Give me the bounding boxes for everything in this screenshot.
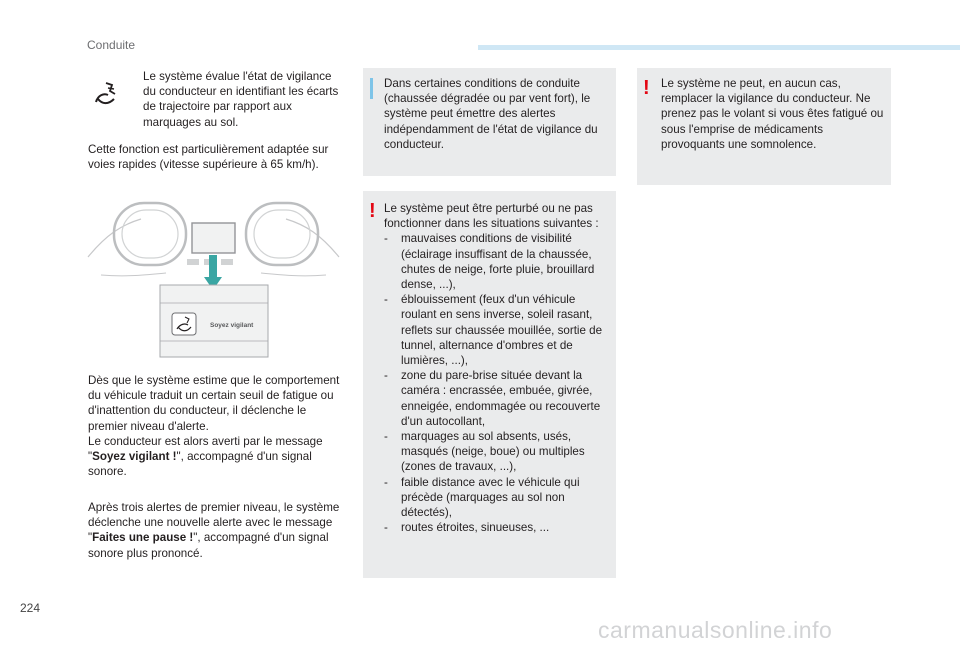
page-number: 224 [20,601,41,615]
first-alert-paragraph [88,373,348,479]
info-text: Dans certaines conditions de conduite (chaussée dégradée ou par vent fort), le système peut émettre des alertes indépendamment de l'état de vigilance du conducteur. [384,77,598,151]
list-item: - routes étroites, sinueuses, ... [384,520,613,535]
driver-attention-icon [88,75,124,111]
list-item: - zone du pare-brise située devant la caméra : encrassée, embuée, givrée, enneigée, endommagée ou recouverte d'un autocollant, [384,368,613,429]
list-item: - éblouissement (feux d'un véhicule roulant en sens inverse, soleil rasant, reflets sur chaussée mouillée, sortie de tunnel, alternance d'ombres et de lumières, ...), [384,292,613,368]
warning-icon: ! [643,77,650,99]
list-item: - marquages au sol absents, usés, masqués (neige, boue) ou multiples (zones de travaux, ...), [384,429,613,475]
info-bar-icon [370,78,373,99]
watermark: carmanualsonline.info [598,617,833,643]
warning-intro: Le système peut être perturbé ou ne pas fonctionner dans les situations suivantes : [384,202,599,231]
first-alert-text-b: Le conducteur est alors averti par le message " [88,434,323,464]
first-alert-text-a: Dès que le système estime que le comportement du véhicule traduit un certain seuil de fatigue ou d'inattention du conducteur, il déclenche le premier niveau d'alerte. [88,374,340,433]
warning-box-vigilance [637,68,891,185]
section-title: Conduite [87,38,136,52]
intro-text: Le système évalue l'état de vigilance du conducteur en identifiant les écarts de trajectoire par rapport aux marquages au sol. [143,70,339,129]
header-bar [478,45,960,50]
display-message: Soyez vigilant [210,322,254,329]
second-alert-paragraph [88,500,348,561]
warning-box-conditions [363,191,616,578]
message-faites-une-pause: Faites une pause ! [92,531,194,545]
first-alert-text-c: ", accompagné d'un signal sonore. [88,450,312,479]
dashboard-illustration [86,195,341,360]
second-alert-text-a: Après trois alertes de premier niveau, le système déclenche une nouvelle alerte avec le message " [88,501,340,545]
warning-icon: ! [369,200,376,222]
speed-paragraph: Cette fonction est particulièrement adaptée sur voies rapides (vitesse supérieure à 65 km/h). [88,143,329,172]
info-box [363,68,616,176]
warning-conditions [384,201,613,535]
warning-list [384,231,613,535]
list-item: - faible distance avec le véhicule qui précède (marquages au sol non détectés), [384,475,613,521]
list-item: - mauvaises conditions de visibilité (éclairage insuffisant de la chaussée, chutes de neige, forte pluie, brouillard dense, ...), [384,231,613,292]
vigilance-warning-text: Le système ne peut, en aucun cas, remplacer la vigilance du conducteur. Ne prenez pas le volant si vous êtes fatigué ou sous l'emprise de médicaments provoquants une somnolence. [661,77,884,151]
second-alert-text-b: ", accompagné d'un signal sonore plus prononcé. [88,531,329,560]
message-soyez-vigilant: Soyez vigilant ! [92,450,177,464]
